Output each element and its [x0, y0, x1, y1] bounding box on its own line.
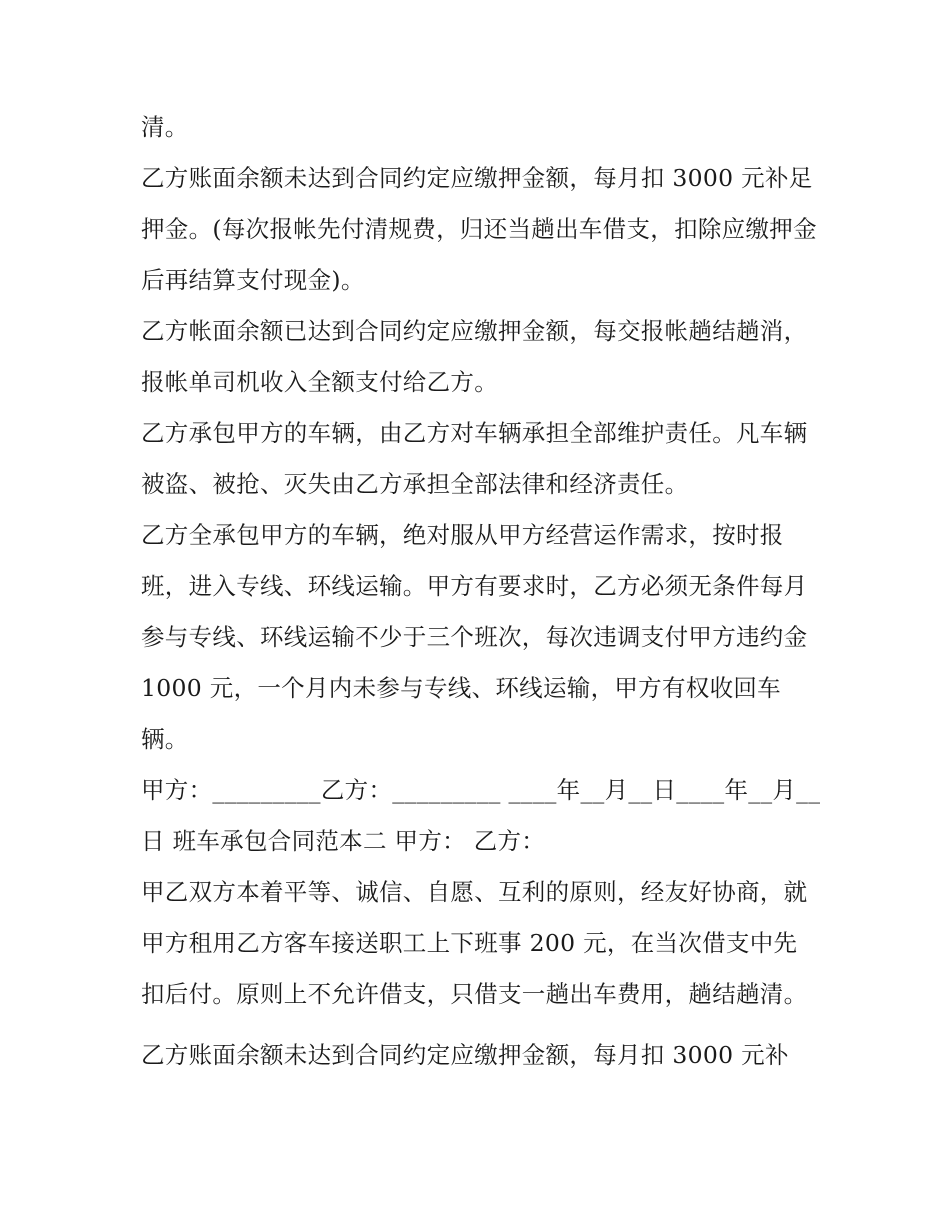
- paragraph: 乙方账面余额未达到合同约定应缴押金额，每月扣 3000 元补: [141, 1041, 789, 1069]
- signature-line: 甲方：_________乙方：_________ ____年__月__日____年__月__日 班车承包合同范本二 甲方： 乙方：: [141, 776, 821, 855]
- paragraph: 乙方承包甲方的车辆，由乙方对车辆承担全部维护责任。凡车辆被盗、被抢、灭失由乙方承担全部法律和经济责任。: [141, 419, 808, 498]
- paragraph-gap: [141, 1020, 821, 1030]
- paragraph: 甲乙双方本着平等、诚信、自愿、互利的原则，经友好协商，就甲方租用乙方客车接送职工上下班事 200 元，在当次借支中先扣后付。原则上不允许借支，只借支一趟出车费用，趟结趟清。: [141, 878, 808, 1008]
- paragraph: 乙方账面余额未达到合同约定应缴押金额，每月扣 3000 元补足押金。(每次报帐先付清规费，归还当趟出车借支，扣除应缴押金后再结算支付现金)。: [141, 164, 817, 294]
- document-body: [141, 102, 821, 1081]
- paragraph: 乙方帐面余额已达到合同约定应缴押金额，每交报帐趟结趟消，报帐单司机收入全额支付给乙方。: [141, 317, 808, 396]
- paragraph: 乙方全承包甲方的车辆，绝对服从甲方经营运作需求，按时报班，进入专线、环线运输。甲方有要求时，乙方必须无条件每月参与专线、环线运输不少于三个班次，每次违调支付甲方违约金 1000 元，一个月内未参与专线、环线运输，甲方有权收回车辆。: [141, 521, 808, 753]
- paragraph: 清。: [141, 113, 189, 141]
